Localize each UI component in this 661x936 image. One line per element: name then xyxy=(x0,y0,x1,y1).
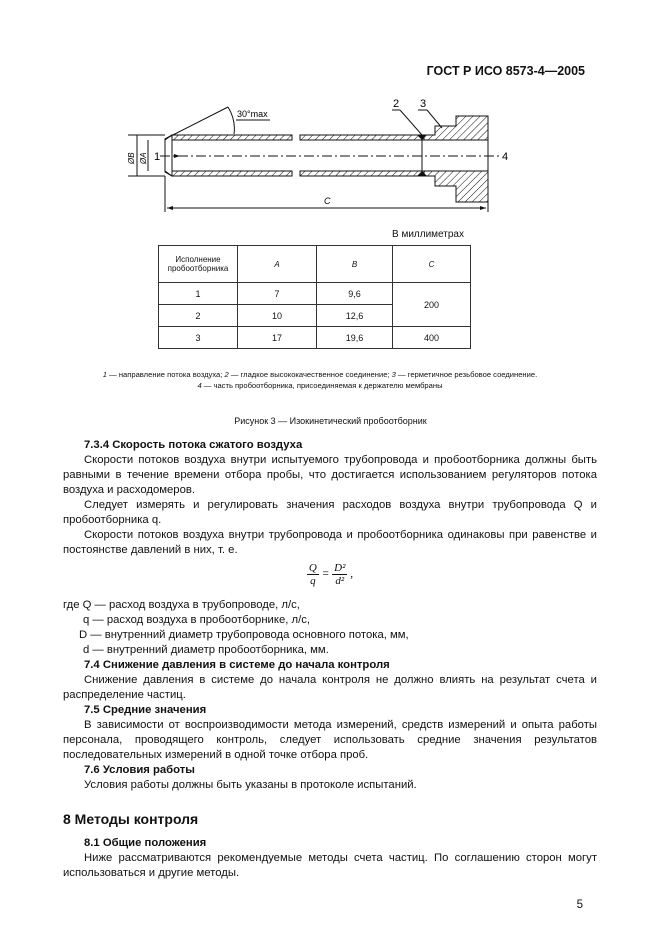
document-header: ГОСТ Р ИСО 8573-4—2005 xyxy=(426,64,585,78)
legend-text: — гладкое высококачественное соединение; xyxy=(228,370,392,379)
cell: 200 xyxy=(393,283,471,327)
paragraph: Условия работы должны быть указаны в протоколе испытаний. xyxy=(84,779,417,791)
legend-text: — герметичное резьбовое соединение. xyxy=(395,370,538,379)
tube-wall xyxy=(165,116,488,202)
definition: D — внутренний диаметр трубопровода основного потока, мм, xyxy=(79,629,409,641)
formula xyxy=(63,562,597,596)
figure-legend xyxy=(50,369,590,391)
header-cell: A xyxy=(238,246,317,283)
section-heading: 7.4 Снижение давления в системе до начала контроля xyxy=(84,659,390,671)
cell: 7 xyxy=(238,283,317,305)
callout-1: 1 xyxy=(154,151,161,163)
cell: 12,6 xyxy=(317,305,393,327)
section-heading: 8.1 Общие положения xyxy=(84,837,207,849)
dimensions-table xyxy=(158,245,471,349)
chapter-heading: 8 Методы контроля xyxy=(63,811,199,827)
dia-b-label: ØB xyxy=(127,152,136,164)
legend-text: — часть пробоотборника, присоединяемая к держателю мембраны xyxy=(201,381,443,390)
callout-2: 2 xyxy=(393,98,400,110)
callout-3: 3 xyxy=(420,98,427,110)
formula-tail: , xyxy=(350,568,354,581)
legend-text: — направление потока воздуха; xyxy=(107,370,225,379)
table-row xyxy=(159,327,471,349)
formula-term: Q xyxy=(308,562,317,574)
cell: 10 xyxy=(238,305,317,327)
legend-num: 1 xyxy=(102,370,108,379)
legend-num: 3 xyxy=(391,370,396,379)
definition: q — расход воздуха в пробоотборнике, л/с, xyxy=(83,614,311,626)
cell: 2 xyxy=(159,305,238,327)
cell: 400 xyxy=(393,327,471,349)
section-heading: 7.6 Условия работы xyxy=(84,764,195,776)
definition: где Q — расход воздуха в трубопроводе, л/с, xyxy=(63,599,300,611)
header-cell: B xyxy=(317,246,393,283)
header-cell: C xyxy=(393,246,471,283)
cell: 17 xyxy=(238,327,317,349)
document-body xyxy=(63,438,597,881)
section-heading: 7.3.4 Скорость потока сжатого воздуха xyxy=(84,439,303,451)
legend-num: 4 xyxy=(197,381,202,390)
section-heading: 7.5 Средние значения xyxy=(84,704,207,716)
angle-label: 30°max xyxy=(237,109,268,119)
paragraph: Снижение давления в системе до начала контроля не должно влиять на результат счета и распределение частиц. xyxy=(63,674,597,701)
table-row xyxy=(159,283,471,305)
cell: 3 xyxy=(159,327,238,349)
paragraph: Скорости потоков воздуха внутри трубопровода и пробоотборника одинаковы при равенстве и постоянстве давлений в них, т. е. xyxy=(63,529,597,556)
paragraph: Ниже рассматриваются рекомендуемые методы счета частиц. По соглашению сторон могут использоваться и другие методы. xyxy=(63,852,597,879)
paragraph: В зависимости от воспроизводимости метода измерений, средств измерений и опыта работы персонала, проводящего контроль, следует использовать средние значения результатов последовательных измерений в одной точке отбора проб. xyxy=(63,719,597,761)
length-label: C xyxy=(324,196,331,206)
dia-a-label: ØA xyxy=(139,152,148,164)
legend-num: 2 xyxy=(224,370,229,379)
paragraph: Следует измерять и регулировать значения расходов воздуха внутри трубопровода Q и пробоотборника q. xyxy=(63,499,597,526)
table-header-row xyxy=(159,246,471,283)
probe-drawing xyxy=(110,90,530,220)
formula-eq: = xyxy=(321,568,330,581)
formula-term: d² xyxy=(335,575,345,587)
cell: 19,6 xyxy=(317,327,393,349)
formula-term: q xyxy=(310,575,316,587)
figure-caption: Рисунок 3 — Изокинетический пробоотборник xyxy=(234,416,427,426)
paragraph: Скорости потоков воздуха внутри испытуемого трубопровода и пробоотборника должны быть равными в течение времени отбора пробы, что достигается использованием регуляторов потока воздуха и расходомеров. xyxy=(63,454,597,496)
formula-term: D² xyxy=(334,562,346,574)
callout-4: 4 xyxy=(502,151,509,163)
cell: 9,6 xyxy=(317,283,393,305)
flow-arrow-icon xyxy=(174,154,180,158)
definition: d — внутренний диаметр пробоотборника, мм. xyxy=(83,644,329,656)
header-cell: Исполнение пробоотборника xyxy=(159,246,238,283)
page-number: 5 xyxy=(576,899,583,911)
variable-definitions xyxy=(63,598,597,658)
cell: 1 xyxy=(159,283,238,305)
units-note: В миллиметрах xyxy=(392,229,464,240)
